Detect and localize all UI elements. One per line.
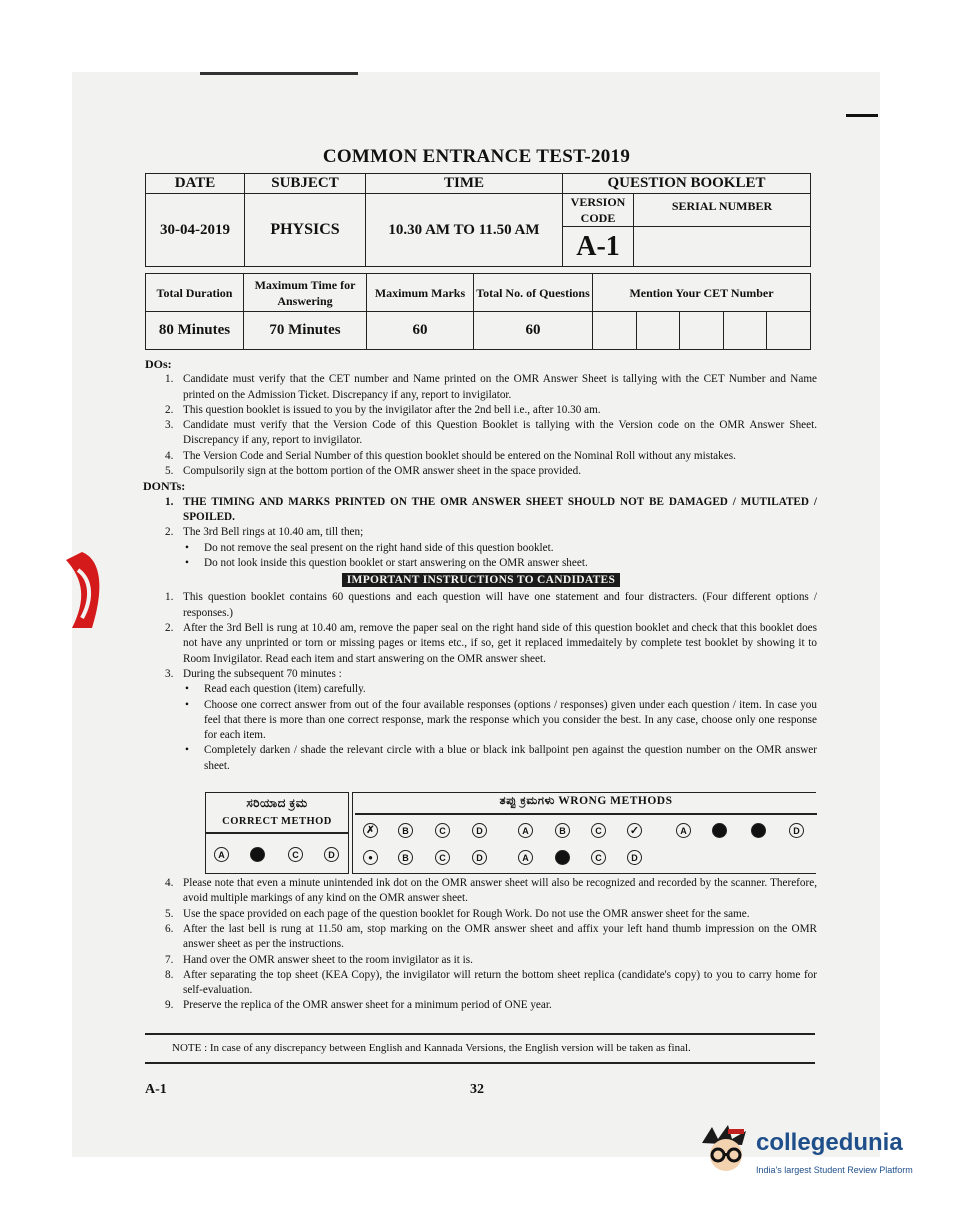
wrong-bubble-a: A	[676, 823, 691, 838]
instruction-item: 4. Please note that even a minute unintended ink dot on the OMR answer sheet will also be recognized and recorded by the scanner. Therefore, avoid multiple markings of any kind on the OMR answer sheet.	[165, 877, 817, 905]
dos-heading: DOs:	[145, 357, 172, 371]
instruction-item: 6. After the last bell is rung at 11.50 am, stop marking on the OMR answer sheet and affix your left hand thumb impression on the OMR answer sheet as per the instructions.	[165, 922, 817, 951]
wrong-bubble-b: B	[398, 850, 413, 865]
correct-bubble-c: C	[288, 847, 303, 862]
dos-item: 3. Candidate must verify that the Version Code of this Question Booklet is tallying with the Version code on the OMR Answer Sheet. Discrepancy if any, report to invigilator.	[165, 419, 817, 447]
cet-digit-box	[723, 312, 767, 350]
cet-digit-box	[767, 312, 811, 350]
wrong-bubble-c: C	[591, 850, 606, 865]
correct-bubble-b-filled	[250, 847, 265, 862]
mascot-icon	[698, 1125, 754, 1177]
cet-digit-box	[593, 312, 637, 350]
dos-item: 1. Candidate must verify that the CET number and Name printed on the OMR Answer Sheet is tallying with the CET Number and Name printed on the Admission Ticket. Discrepancy if any, report to invigilator.	[165, 373, 817, 401]
instruction-item: 3. During the subsequent 70 minutes :	[165, 667, 342, 680]
exam-info-table	[145, 173, 811, 267]
wrong-bubble-a: A	[518, 850, 533, 865]
wrong-bubble-d: D	[789, 823, 804, 838]
wrong-bubble-c: C	[435, 850, 450, 865]
wrong-bubble-b: B	[398, 823, 413, 838]
wrong-bubble-a: A	[518, 823, 533, 838]
collegedunia-watermark	[698, 1125, 938, 1189]
wrong-bubble-crossed: ✗	[363, 823, 378, 838]
donts-heading: DONTs:	[143, 479, 186, 494]
instructions	[145, 357, 817, 1014]
serial-number-box	[634, 227, 811, 267]
wrong-bubble-d: D	[472, 850, 487, 865]
total-questions-value: 60	[474, 312, 593, 350]
instruction-item: 8. After separating the top sheet (KEA Copy), the invigilator will return the bottom sheet replica (candidate's copy) to you to carry home for self-evaluation.	[165, 968, 817, 997]
cet-digit-box	[636, 312, 680, 350]
instruction-item: 7. Hand over the OMR answer sheet to the room invigilator as it is.	[165, 953, 473, 966]
duration-value: 80 Minutes	[146, 312, 244, 350]
brand-name: collegedunia	[756, 1129, 903, 1156]
instruction-bullet: • Read each question (item) carefully.	[145, 682, 817, 697]
important-banner: IMPORTANT INSTRUCTIONS TO CANDIDATES	[145, 573, 817, 588]
instruction-item: 2. After the 3rd Bell is rung at 10.40 am, remove the paper seal on the right hand side of this question booklet and check that this booklet does not have any unprinted or torn or missing pages or items etc., if so, get it replaced immedaitely by complete test booklet by showing it to Room Invigilator. Read each item and start answering on the OMR answer sheet.	[165, 622, 817, 665]
serial-label: SERIAL NUMBER	[634, 194, 811, 227]
exam-duration-table	[145, 273, 811, 350]
donts-bullet: • Do not look inside this question booklet or start answering on the OMR answer sheet.	[145, 556, 817, 571]
wrong-bubble-filled	[751, 823, 766, 838]
version-value: A-1	[563, 227, 634, 267]
version-label: VERSION CODE	[563, 194, 634, 227]
correct-method-label: CORRECT METHOD	[222, 816, 332, 827]
max-time-header: Maximum Time for Answering	[244, 274, 367, 312]
footer-version-code: A-1	[145, 1082, 167, 1097]
language-note: NOTE : In case of any discrepancy between English and Kannada Versions, the English version will be taken as final.	[172, 1042, 691, 1054]
wrong-bubble-d: D	[627, 850, 642, 865]
cet-number-header: Mention Your CET Number	[593, 274, 811, 312]
page-title: COMMON ENTRANCE TEST-2019	[322, 146, 631, 167]
instruction-bullet: • Choose one correct answer from out of the four available responses (options / responses) given under each question / item. In case you feel that there is more than one correct response, mark the response which you consider the best. In any case, choose only one response for each item.	[145, 698, 817, 744]
cet-digit-box	[680, 312, 724, 350]
wrong-bubble-ticked: ✓	[627, 823, 642, 838]
donts-bullet: • Do not remove the seal present on the right hand side of this question booklet.	[145, 541, 817, 556]
subject-value: PHYSICS	[245, 194, 366, 267]
donts-item: 2. The 3rd Bell rings at 10.40 am, till then;	[165, 526, 364, 539]
wrong-bubble-overflow	[555, 850, 570, 865]
wrong-bubble-c: C	[591, 823, 606, 838]
max-marks-value: 60	[367, 312, 474, 350]
correct-bubble-d: D	[324, 847, 339, 862]
time-label: TIME	[366, 174, 563, 194]
page-number: 32	[470, 1082, 484, 1097]
correct-bubble-a: A	[214, 847, 229, 862]
wrong-bubble-c: C	[435, 823, 450, 838]
date-value: 30-04-2019	[146, 194, 245, 267]
dos-item: 5. Compulsorily sign at the bottom portion of the OMR answer sheet in the space provided.	[165, 465, 582, 478]
instruction-item: 5. Use the space provided on each page of the question booklet for Rough Work. Do not use the OMR answer sheet for the same.	[165, 907, 750, 920]
wrong-bubble-d: D	[472, 823, 487, 838]
max-time-value: 70 Minutes	[244, 312, 367, 350]
dos-item: 2. This question booklet is issued to you by the invigilator after the 2nd bell i.e., after 10.30 am.	[165, 403, 601, 416]
wrong-bubble-filled	[712, 823, 727, 838]
margin-mark	[846, 114, 878, 117]
total-questions-header: Total No. of Questions	[474, 274, 593, 312]
instruction-bullet: • Completely darken / shade the relevant circle with a blue or black ink ballpoint pen against the question number on the OMR answer sheet.	[145, 743, 817, 774]
instruction-item: 1. This question booklet contains 60 questions and each question will have one statement and four distracters. (Four different options / responses.)	[165, 591, 817, 619]
dos-item: 4. The Version Code and Serial Number of this question booklet should be entered on the Nominal Roll without any mistakes.	[165, 449, 736, 462]
correct-method-kannada: ಸರಿಯಾದ ಕ್ರಮ	[246, 796, 308, 810]
subject-label: SUBJECT	[245, 174, 366, 194]
donts-item: 1. THE TIMING AND MARKS PRINTED ON THE OMR ANSWER SHEET SHOULD NOT BE DAMAGED / MUTILATED / SPOILED.	[165, 495, 817, 523]
omr-methods-figure	[205, 792, 817, 874]
divider	[145, 1033, 815, 1035]
date-label: DATE	[146, 174, 245, 194]
brand-tagline: India's largest Student Review Platform	[756, 1165, 913, 1175]
max-marks-header: Maximum Marks	[367, 274, 474, 312]
wrong-methods-label: ತಪ್ಪು ಕ್ರಮಗಳು WRONG METHODS	[499, 795, 673, 807]
instruction-item: 9. Preserve the replica of the OMR answer sheet for a minimum period of ONE year.	[165, 999, 552, 1012]
red-seal-mark	[62, 550, 104, 630]
booklet-label: QUESTION BOOKLET	[563, 174, 811, 194]
wrong-bubble-b: B	[555, 823, 570, 838]
divider	[145, 1062, 815, 1064]
duration-header: Total Duration	[146, 274, 244, 312]
time-value: 10.30 AM TO 11.50 AM	[366, 194, 563, 267]
wrong-bubble-dotted: ●	[363, 850, 378, 865]
scan-edge-line	[200, 72, 358, 75]
